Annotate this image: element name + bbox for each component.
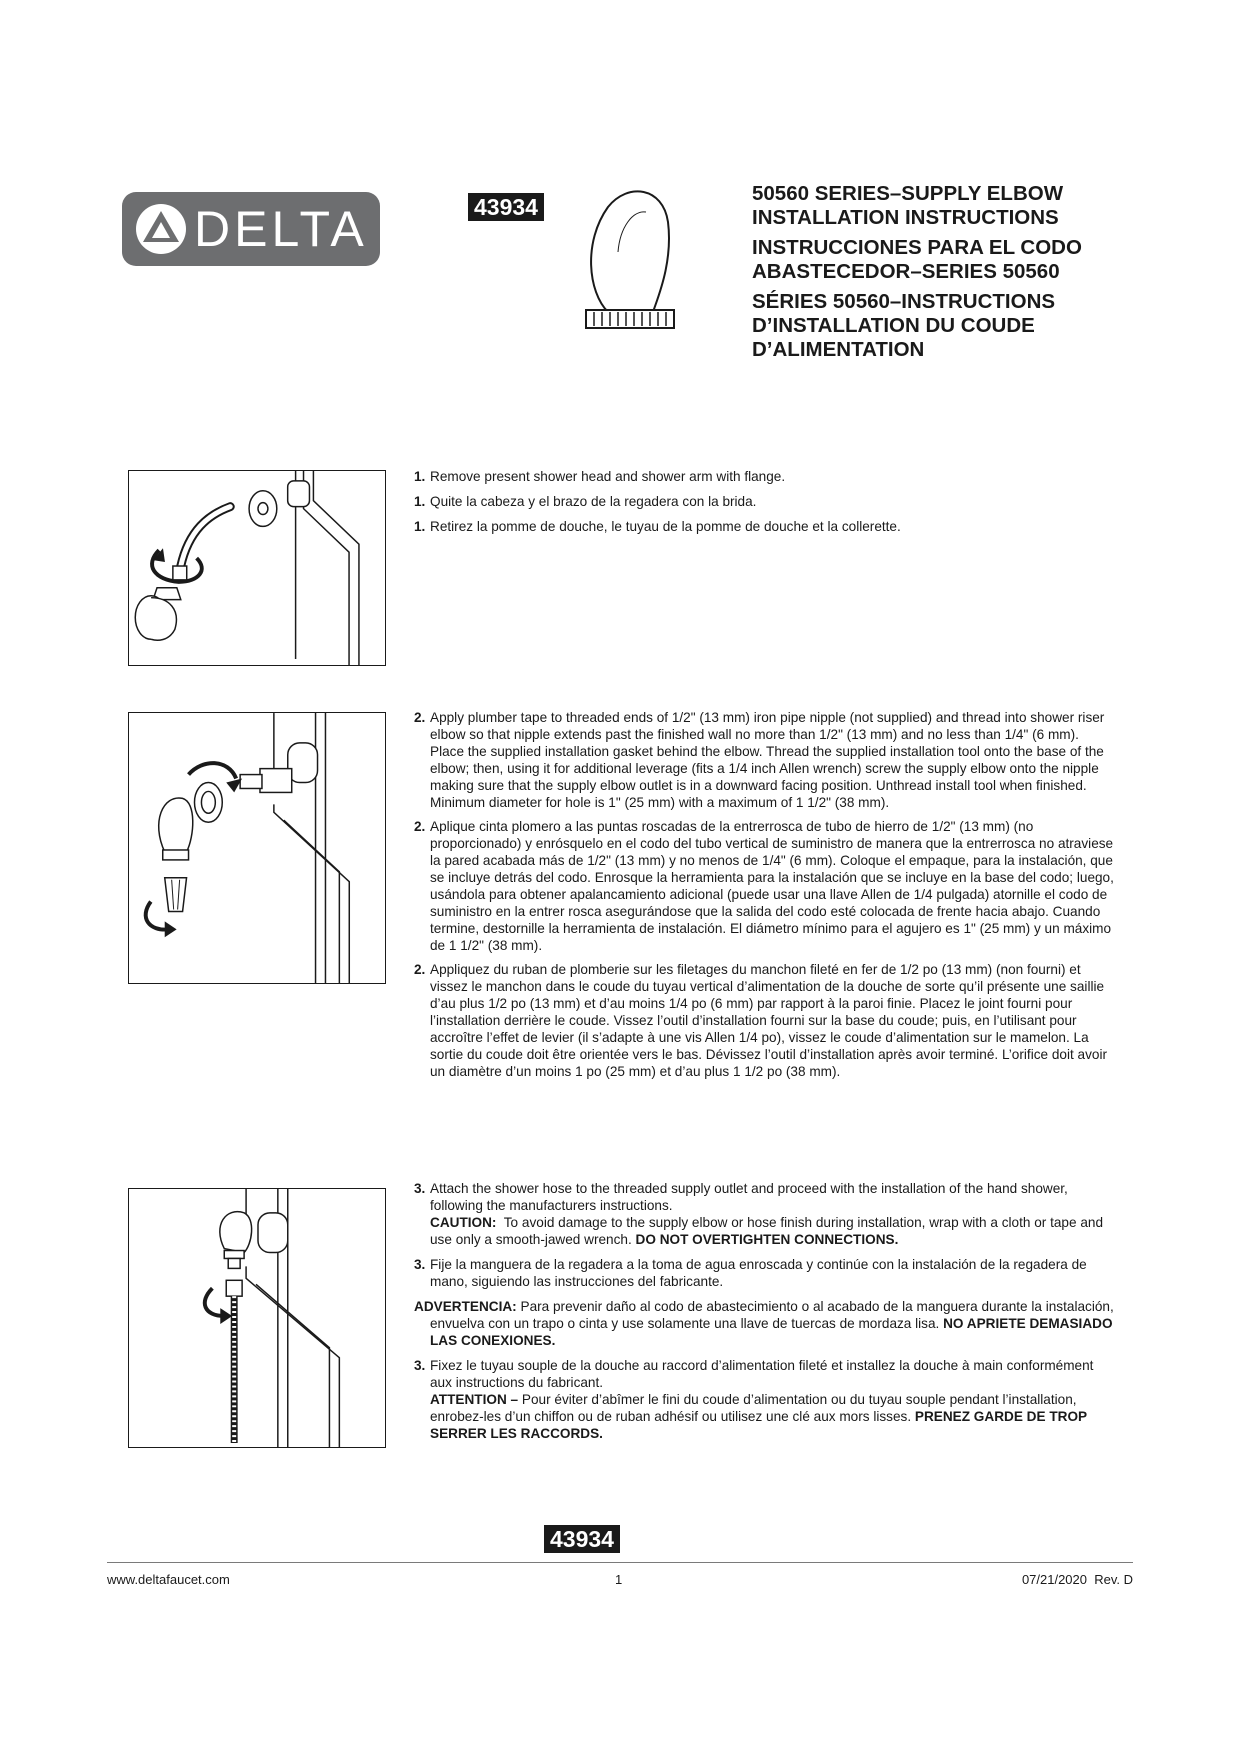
step-2-spanish: 2. Aplique cinta plomero a las puntas roscadas de la entrerrosca de tubo de hierro de 1/2" (13 mm) (no proporcionado) y enrósquelo en el codo del tubo vertical de suministro de manera que la entrerrosca no atraviese la pared acabada más de 1/2" (13 mm) y no menos de 1/4" (6 mm). Coloque el empaque, para la instalación, que se incluye detrás del codo. Enrosque la herramienta para la instalación que se incluye en la base del codo; luego, usándola para obtener apalancamiento adicional (puede usar una llave Allen de 1/4 pulgada) atornille el codo de suministro en la entrer rosca asegurándose que la salida del codo esté colocada de frente hacia abajo. Cuando termine, destornille la herramienta de instalación. El diámetro mínimo para el agujero es 1" (25 mm) y un máximo de 1 1/2" (38 mm). — [414, 819, 1114, 953]
step-1-spanish: 1. Quite la cabeza y el brazo de la regadera con la brida. — [414, 494, 757, 509]
figure-step-3 — [128, 1188, 386, 1448]
step-3-spanish: 3. Fije la manguera de la regadera a la toma de agua enroscada y continúe con la instalación de la regadera de mano, siguiendo las instrucciones del fabricante. — [414, 1257, 1087, 1289]
delta-triangle-icon — [134, 202, 188, 256]
step-2-english: 2. Apply plumber tape to threaded ends of 1/2" (13 mm) iron pipe nipple (not supplied) and thread into shower riser elbow so that nipple extends past the finished wall no more than 1/2" (13 mm) and no less than 1/4" (6 mm). Place the supplied installation gasket behind the elbow. Thread the supplied installation tool onto the base of the elbow; then, using it for additional leverage (fits a 1/4 inch Allen wrench) screw the supply elbow onto the nipple making sure that the supply elbow outlet is in a downward facing position. Unthread install tool when finished. Minimum diameter for hole is 1" (25 mm) with a maximum of 1 1/2" (38 mm). — [414, 710, 1105, 810]
title-french: SÉRIES 50560–INSTRUCTIONS D’INSTALLATION DU COUDE D’ALIMENTATION — [752, 290, 1056, 361]
step-3-english: 3. Attach the shower hose to the threaded supply outlet and proceed with the installation of the hand shower, following the manufacturers instructions. CAUTION: To avoid damage to the supply elbow or hose finish during installation, wrap with a cloth or tape and use only a smooth-jawed wrench. DO NOT OVERTIGHTEN CONNECTIONS. — [414, 1181, 1104, 1247]
part-number-top: 43934 — [468, 193, 544, 221]
document-titles — [752, 182, 1172, 368]
title-spanish: INSTRUCCIONES PARA EL CODO ABASTECEDOR–SERIES 50560 — [752, 236, 1082, 283]
attach-hose-illustration — [129, 1189, 385, 1447]
supply-elbow-illustration — [578, 182, 688, 332]
delta-logo — [122, 192, 380, 266]
footer-website: www.deltafaucet.com — [107, 1572, 230, 1587]
step-2-instructions — [414, 709, 1114, 1087]
brand-name: DELTA — [194, 201, 368, 257]
footer-date-revision: 07/21/2020 Rev. D — [1021, 1572, 1133, 1587]
step-3-spanish-warning: ADVERTENCIA: Para prevenir daño al codo de abastecimiento o al acabado de la manguera durante la instalación, envuelva con un trapo o cinta y use solamente una llave de tuercas de mordaza lisa. NO APRIETE DEMASIADO LAS CONEXIONES. — [414, 1299, 1114, 1348]
figure-step-1 — [128, 470, 386, 666]
footer-divider — [107, 1562, 1133, 1563]
step-1-french: 1. Retirez la pomme de douche, le tuyau de la pomme de douche et la collerette. — [414, 519, 901, 534]
step-2-french: 2. Appliquez du ruban de plomberie sur les filetages du manchon fileté en fer de 1/2 po (13 mm) (non fourni) et vissez le manchon dans le coude du tuyau vertical d’alimentation de la douche de sorte qu’il présente une saillie d’au plus 1/2 po (13 mm) et d’au moins 1/4 po (6 mm) par rapport à la paroi finie. Placez le joint fourni pour l’installation derrière le coude. Vissez l’outil d’installation fourni sur la base du coude; puis, en l’utilisant pour accroître l’effet de levier (il s’adapte à une vis Allen 1/4 po), vissez le coude d’alimentation sur le mamelon. La sortie du coude doit être orientée vers le bas. Dévissez l’outil d’installation après avoir terminé. L’orifice doit avoir un diamètre d’un moins 1 po (25 mm) et d’au plus 1 1/2 po (38 mm). — [414, 962, 1108, 1079]
install-elbow-illustration — [129, 713, 385, 983]
remove-shower-head-illustration — [129, 471, 385, 665]
step-1-english: 1. Remove present shower head and shower arm with flange. — [414, 469, 786, 484]
figure-step-2 — [128, 712, 386, 984]
footer-page-number: 1 — [615, 1572, 623, 1587]
part-number-bottom: 43934 — [544, 1525, 620, 1553]
title-english: 50560 SERIES–SUPPLY ELBOW INSTALLATION INSTRUCTIONS — [752, 182, 1064, 229]
step-3-instructions — [414, 1180, 1114, 1450]
step-3-french: 3. Fixez le tuyau souple de la douche au raccord d’alimentation fileté et installez la douche à main conformément aux instructions du fabricant. ATTENTION – Pour éviter d’abîmer le fini du coude d’alimentation ou du tuyau souple pendant l’installation, enrobez-les d’un chiffon ou de ruban adhésif ou utilisez une clé aux mors lisses. PRENEZ GARDE DE TROP SERRER LES RACCORDS. — [414, 1358, 1094, 1441]
step-1-instructions — [414, 468, 1134, 543]
